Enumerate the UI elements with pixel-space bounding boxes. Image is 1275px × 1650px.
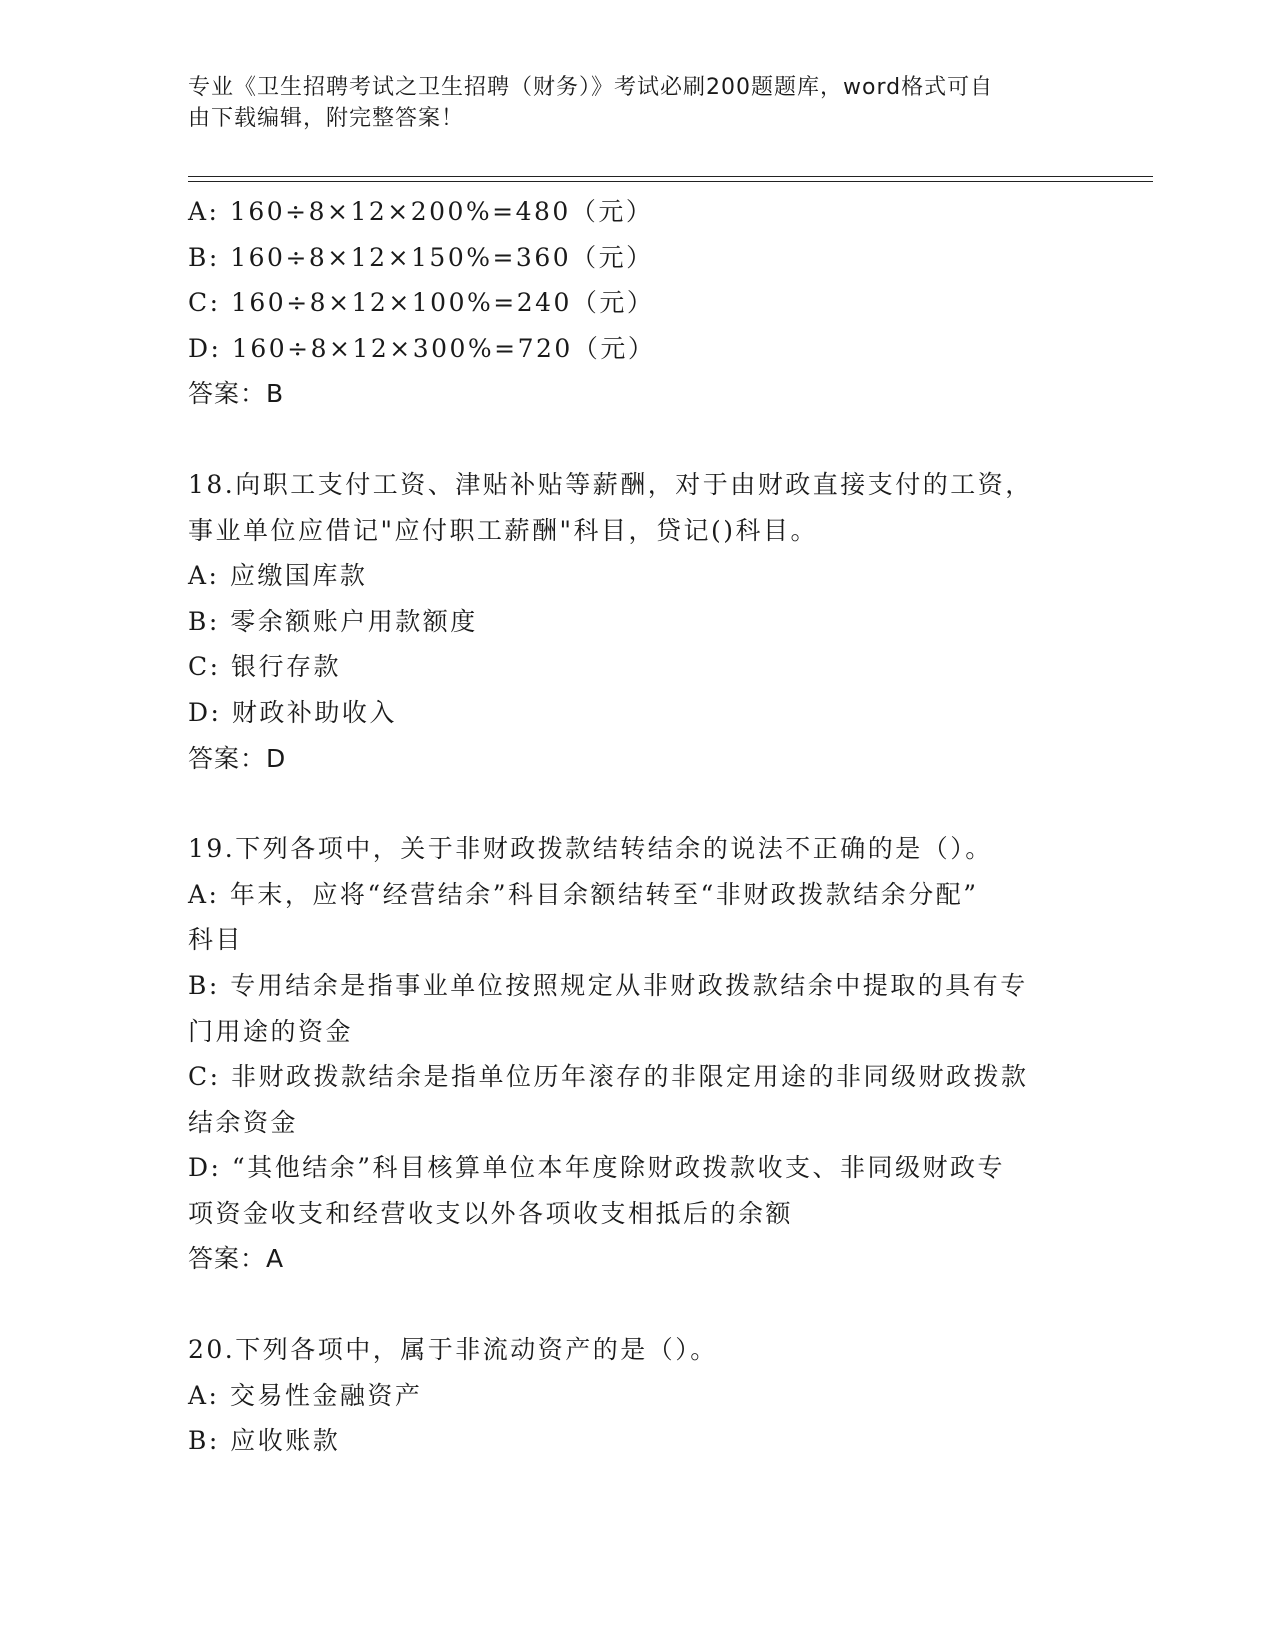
question-19 xyxy=(188,826,1088,1282)
option-a: A: 160÷8×12×200%=480（元） xyxy=(188,197,654,226)
option-b-continued: 门用途的资金 xyxy=(188,1016,354,1046)
question-list xyxy=(188,189,1088,1464)
option-c: C: 非财政拨款结余是指单位历年滚存的非限定用途的非同级财政拨款 xyxy=(188,1062,1029,1092)
question-stem-line-1: 19.下列各项中，关于非财政拨款结转结余的说法不正确的是（）。 xyxy=(188,834,993,864)
header-divider-bottom xyxy=(188,181,1153,182)
answer-line: 答案：B xyxy=(188,379,285,409)
option-a: A: 年末，应将“经营结余”科目余额结转至“非财政拨款结余分配” xyxy=(188,879,979,909)
question-stem-line-1: 20.下列各项中，属于非流动资产的是（）。 xyxy=(188,1335,718,1365)
answer-line: 答案：D xyxy=(188,743,287,773)
answer-line: 答案：A xyxy=(188,1244,285,1274)
option-b: B: 160÷8×12×150%=360（元） xyxy=(188,242,654,272)
question-17 xyxy=(188,189,1088,417)
option-c: C: 160÷8×12×100%=240（元） xyxy=(188,288,655,318)
option-d-continued: 项资金收支和经营收支以外各项收支相抵后的余额 xyxy=(188,1198,794,1228)
option-b: B: 应收账款 xyxy=(188,1426,341,1456)
option-c-continued: 结余资金 xyxy=(188,1107,299,1137)
option-d: D: “其他结余”科目核算单位本年度除财政拨款收支、非同级财政专 xyxy=(188,1153,1005,1183)
question-stem-line-1: 18.向职工支付工资、津贴补贴等薪酬，对于由财政直接支付的工资， xyxy=(188,469,1033,499)
option-a: A: 应缴国库款 xyxy=(188,561,368,591)
header-line-1: 专业《卫生招聘考试之卫生招聘（财务）》考试必刷200题题库，word格式可自 xyxy=(188,75,994,100)
question-stem-line-2: 事业单位应借记"应付职工薪酬"科目，贷记()科目。 xyxy=(188,515,819,545)
header-divider-top xyxy=(188,176,1153,177)
option-b: B: 零余额账户用款额度 xyxy=(188,606,478,636)
document-header xyxy=(188,72,1068,134)
question-18 xyxy=(188,462,1088,781)
header-line-2: 由下载编辑，附完整答案！ xyxy=(188,106,465,131)
option-d: D: 财政补助收入 xyxy=(188,697,397,727)
option-a: A: 交易性金融资产 xyxy=(188,1380,423,1410)
option-a-continued: 科目 xyxy=(188,925,244,955)
option-d: D: 160÷8×12×300%=720（元） xyxy=(188,333,656,363)
question-20 xyxy=(188,1327,1088,1464)
option-b: B: 专用结余是指事业单位按照规定从非财政拨款结余中提取的具有专 xyxy=(188,970,1028,1000)
option-c: C: 银行存款 xyxy=(188,652,341,682)
